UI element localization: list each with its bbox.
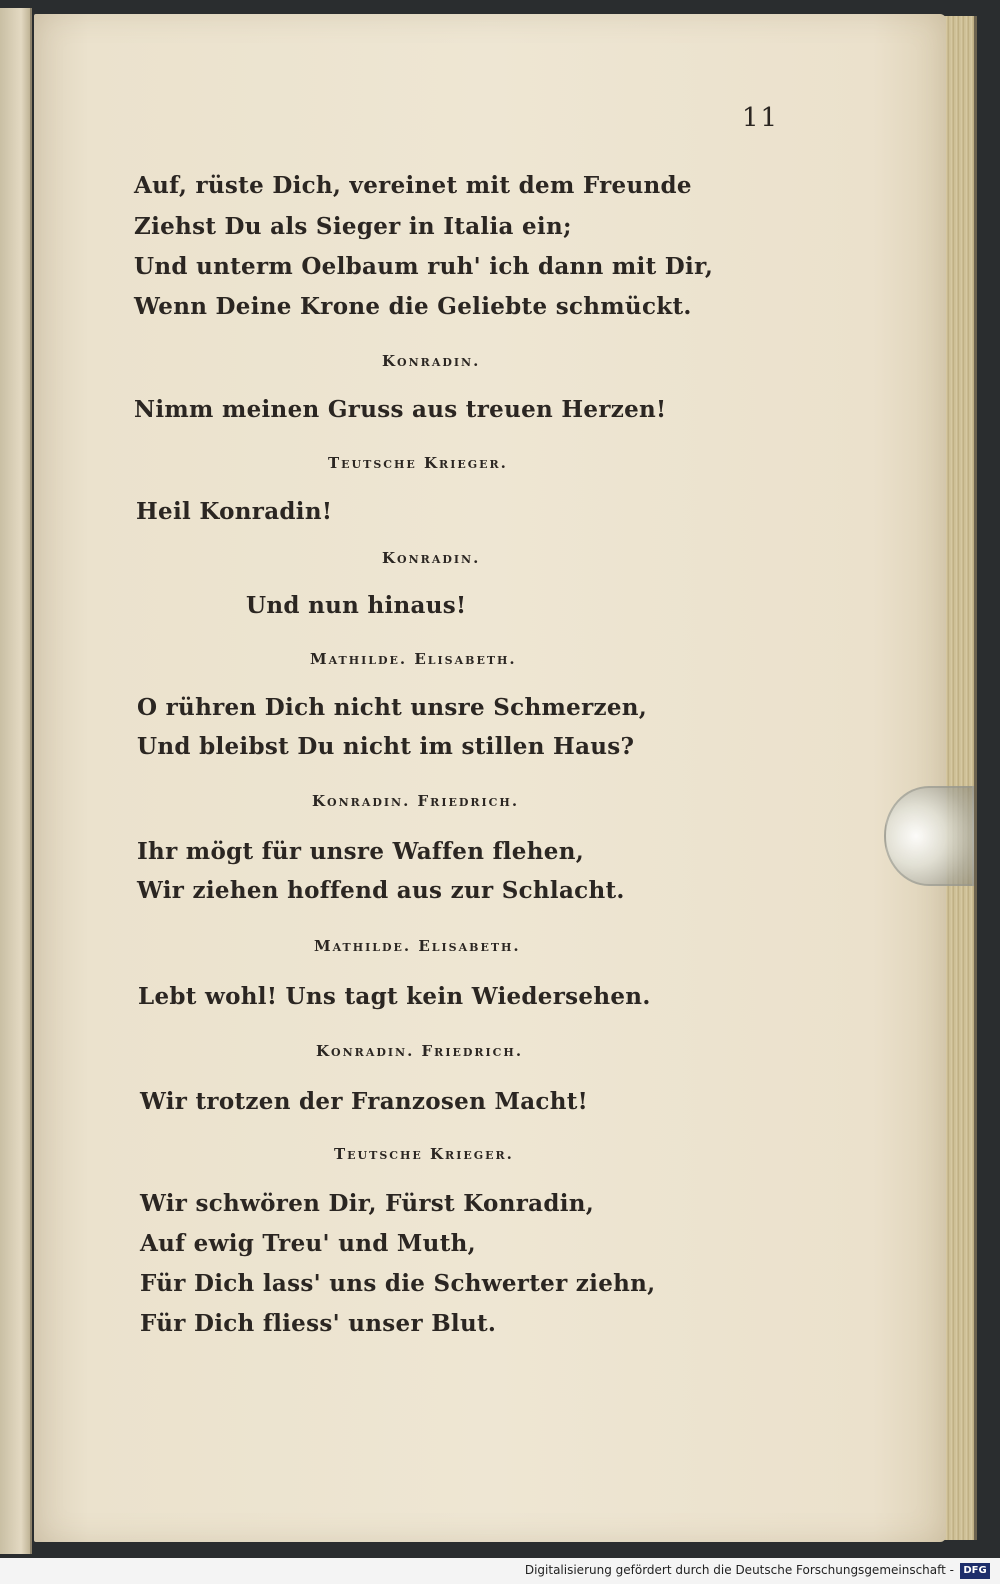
verse-line: Ihr mögt für unsre Waffen flehen, [137, 838, 585, 865]
speaker-heading: Teutsche Krieger. [334, 1145, 514, 1163]
verse-line: Heil Konradin! [136, 498, 333, 525]
verse-line: Für Dich lass' uns die Schwerter ziehn, [140, 1270, 656, 1297]
page-number: 11 [742, 103, 780, 133]
verse-line: Für Dich fliess' unser Blut. [140, 1310, 497, 1337]
left-page-edge [0, 8, 32, 1554]
speaker-heading: Mathilde. Elisabeth. [310, 650, 517, 668]
verse-line: Auf, rüste Dich, vereinet mit dem Freunde [134, 172, 692, 199]
funding-credit: Digitalisierung gefördert durch die Deutsche Forschungsgemeinschaft - [524, 1563, 954, 1577]
dfg-logo: DFG [960, 1563, 990, 1579]
verse-line: Lebt wohl! Uns tagt kein Wiedersehen. [138, 983, 651, 1010]
speaker-heading: Mathilde. Elisabeth. [314, 937, 521, 955]
footer-bar [0, 1558, 1000, 1584]
verse-line: O rühren Dich nicht unsre Schmerzen, [137, 694, 648, 721]
verse-line: Wenn Deine Krone die Geliebte schmückt. [134, 293, 692, 320]
speaker-heading: Teutsche Krieger. [328, 454, 508, 472]
verse-line: Wir trotzen der Franzosen Macht! [140, 1088, 589, 1115]
speaker-heading: Konradin. [382, 352, 481, 370]
verse-line: Nimm meinen Gruss aus treuen Herzen! [134, 396, 667, 423]
speaker-heading: Konradin. Friedrich. [312, 792, 520, 810]
verse-line: Wir ziehen hoffend aus zur Schlacht. [137, 877, 625, 904]
speaker-heading: Konradin. Friedrich. [316, 1042, 524, 1060]
verse-line: Und unterm Oelbaum ruh' ich dann mit Dir, [134, 253, 714, 280]
verse-line: Und bleibst Du nicht im stillen Haus? [137, 733, 635, 760]
speaker-heading: Konradin. [382, 549, 481, 567]
verse-line: Wir schwören Dir, Fürst Konradin, [140, 1190, 595, 1217]
verse-line: Ziehst Du als Sieger in Italia ein; [134, 213, 572, 240]
verse-line: Und nun hinaus! [246, 592, 467, 619]
verse-line: Auf ewig Treu' und Muth, [140, 1230, 476, 1257]
page-clip [884, 786, 974, 886]
